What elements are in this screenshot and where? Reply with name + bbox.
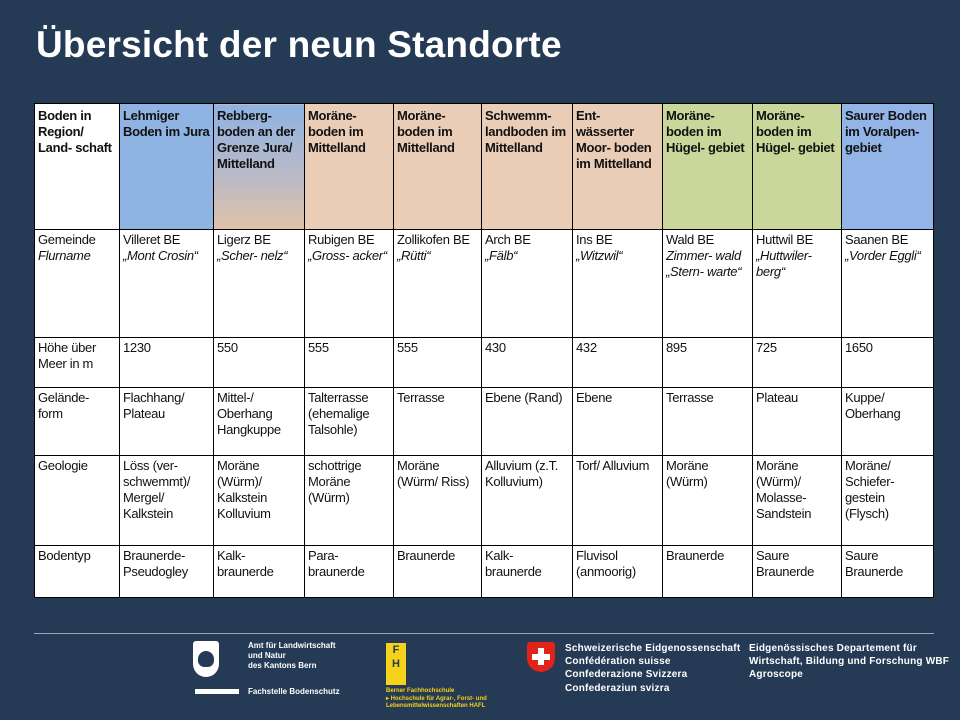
table-cell: Ebene (Rand) xyxy=(482,388,573,456)
row-label-hoehe: Höhe über Meer in m xyxy=(35,338,120,388)
header-region: Boden in Region/ Land- schaft xyxy=(35,104,120,230)
row-label-gelaende: Gelände- form xyxy=(35,388,120,456)
table-cell: 1230 xyxy=(120,338,214,388)
table-cell: Moräne (Würm)/ Molasse- Sandstein xyxy=(753,456,842,546)
bern-bar-icon xyxy=(195,689,239,694)
confederation-line: Schweizerische Eidgenossenschaft xyxy=(565,643,741,654)
table-cell: Flachhang/ Plateau xyxy=(120,388,214,456)
confederation-line: Confederaziun svizra xyxy=(565,682,670,694)
table-cell: Torf/ Alluvium xyxy=(573,456,663,546)
header-site-5: Schwemm- landboden im Mittelland xyxy=(482,104,573,230)
table-cell: schottrige Moräne (Würm) xyxy=(305,456,394,546)
header-site-3: Moräne- boden im Mittelland xyxy=(305,104,394,230)
table-cell: Plateau xyxy=(753,388,842,456)
table-row-gelaende xyxy=(35,388,934,456)
table-cell: Moräne/ Schiefer- gestein (Flysch) xyxy=(842,456,934,546)
table-cell: 430 xyxy=(482,338,573,388)
footer-divider xyxy=(34,633,934,634)
table-cell: Moräne (Würm/ Riss) xyxy=(394,456,482,546)
label-flurname: Flurname xyxy=(38,247,91,263)
table-cell xyxy=(214,230,305,338)
cell-flurname: „Huttwiler- berg“ xyxy=(756,247,812,279)
header-site-9: Saurer Boden im Voralpen- gebiet xyxy=(842,104,934,230)
fh-line: Lebensmittelwissenschaften HAFL xyxy=(386,703,486,709)
table-row-gemeinde xyxy=(35,230,934,338)
table-cell: Alluvium (z.T. Kolluvium) xyxy=(482,456,573,546)
cell-place: Villeret BE xyxy=(123,232,181,247)
table-cell: Moräne (Würm) xyxy=(663,456,753,546)
table-cell: 432 xyxy=(573,338,663,388)
cell-flurname: „Gross- acker“ xyxy=(308,247,387,263)
header-site-6: Ent- wässerter Moor- boden im Mittelland xyxy=(573,104,663,230)
cell-place: Wald BE xyxy=(666,232,714,247)
bern-line: des Kantons Bern xyxy=(248,661,317,670)
swiss-cross-icon xyxy=(527,642,555,672)
header-site-2: Rebberg- boden an der Grenze Jura/ Mittelland xyxy=(214,104,305,230)
table-row-geologie xyxy=(35,456,934,546)
table-header-row xyxy=(35,104,934,230)
fh-line: Berner Fachhochschule xyxy=(386,688,455,694)
table-cell: Talterrasse (ehemalige Talsohle) xyxy=(305,388,394,456)
confederation-line: Confédération suisse xyxy=(565,656,671,668)
bern-subdivision: Fachstelle Bodenschutz xyxy=(248,687,340,696)
cell-flurname: „Scher- nelz“ xyxy=(217,247,288,263)
table-cell: 1650 xyxy=(842,338,934,388)
table-cell: Mittel-/ Oberhang Hangkuppe xyxy=(214,388,305,456)
cell-flurname: Zimmer- wald „Stern- warte“ xyxy=(666,247,742,279)
table-cell: Braunerde- Pseudogley xyxy=(120,546,214,598)
table-cell xyxy=(394,230,482,338)
bern-office-name xyxy=(248,641,336,671)
table-cell xyxy=(573,230,663,338)
table-cell: 555 xyxy=(305,338,394,388)
row-label-gemeinde xyxy=(35,230,120,338)
cell-place: Ins BE xyxy=(576,232,613,247)
table-cell: Fluvisol (anmoorig) xyxy=(573,546,663,598)
department-line: Eidgenössisches Departement für xyxy=(749,643,917,654)
cell-place: Ligerz BE xyxy=(217,232,271,247)
table-cell xyxy=(120,230,214,338)
table-cell: 895 xyxy=(663,338,753,388)
table-cell: Ebene xyxy=(573,388,663,456)
table-cell: Kuppe/ Oberhang xyxy=(842,388,934,456)
cell-flurname: „Mont Crosin“ xyxy=(123,247,198,263)
header-site-7: Moräne- boden im Hügel- gebiet xyxy=(663,104,753,230)
cell-flurname: „Witzwil“ xyxy=(576,247,623,263)
row-label-geologie: Geologie xyxy=(35,456,120,546)
cell-flurname: „Rütti“ xyxy=(397,247,431,263)
cell-flurname: „Fälb“ xyxy=(485,247,518,263)
row-label-bodentyp: Bodentyp xyxy=(35,546,120,598)
table-cell xyxy=(305,230,394,338)
cell-place: Saanen BE xyxy=(845,232,909,247)
department-line: Wirtschaft, Bildung und Forschung WBF xyxy=(749,656,950,668)
table-cell: 555 xyxy=(394,338,482,388)
table-cell: Moräne (Würm)/ Kalkstein Kolluvium xyxy=(214,456,305,546)
bern-crest-icon xyxy=(193,641,219,677)
fh-line: ▸ Hochschule für Agrar-, Forst- und xyxy=(386,695,487,702)
table-cell xyxy=(842,230,934,338)
cell-place: Zollikofen BE xyxy=(397,232,470,247)
label-gemeinde: Gemeinde xyxy=(38,232,96,247)
table-cell: Braunerde xyxy=(663,546,753,598)
header-site-8: Moräne- boden im Hügel- gebiet xyxy=(753,104,842,230)
table-cell: 725 xyxy=(753,338,842,388)
table-row-hoehe xyxy=(35,338,934,388)
table-cell: Kalk- braunerde xyxy=(214,546,305,598)
confederation-line: Confederazione Svizzera xyxy=(565,669,688,681)
department-name xyxy=(749,642,949,682)
cell-place: Huttwil BE xyxy=(756,232,813,247)
table-cell xyxy=(482,230,573,338)
fh-letter: H xyxy=(392,658,400,670)
table-cell: Para- braunerde xyxy=(305,546,394,598)
table-cell: Kalk- braunerde xyxy=(482,546,573,598)
table-cell: Terrasse xyxy=(394,388,482,456)
header-site-4: Moräne- boden im Mittelland xyxy=(394,104,482,230)
table-cell: 550 xyxy=(214,338,305,388)
table-cell xyxy=(663,230,753,338)
fh-logo-icon xyxy=(386,643,406,685)
table-cell: Löss (ver- schwemmt)/ Mergel/ Kalkstein xyxy=(120,456,214,546)
cell-flurname: „Vorder Eggli“ xyxy=(845,247,921,263)
bern-line: Amt für Landwirtschaft xyxy=(248,641,336,650)
cell-place: Rubigen BE xyxy=(308,232,375,247)
table-cell: Saure Braunerde xyxy=(842,546,934,598)
bern-line: und Natur xyxy=(248,651,286,660)
table-cell: Terrasse xyxy=(663,388,753,456)
confederation-name xyxy=(565,642,740,695)
table-cell: Braunerde xyxy=(394,546,482,598)
page-title: Übersicht der neun Standorte xyxy=(36,24,562,65)
table-row-bodentyp xyxy=(35,546,934,598)
fh-letter: F xyxy=(392,644,400,656)
sites-table xyxy=(34,103,934,598)
header-site-1: Lehmiger Boden im Jura xyxy=(120,104,214,230)
table-cell: Saure Braunerde xyxy=(753,546,842,598)
cell-place: Arch BE xyxy=(485,232,531,247)
table-cell xyxy=(753,230,842,338)
fh-name xyxy=(386,688,487,711)
agroscope-label: Agroscope xyxy=(749,669,804,681)
